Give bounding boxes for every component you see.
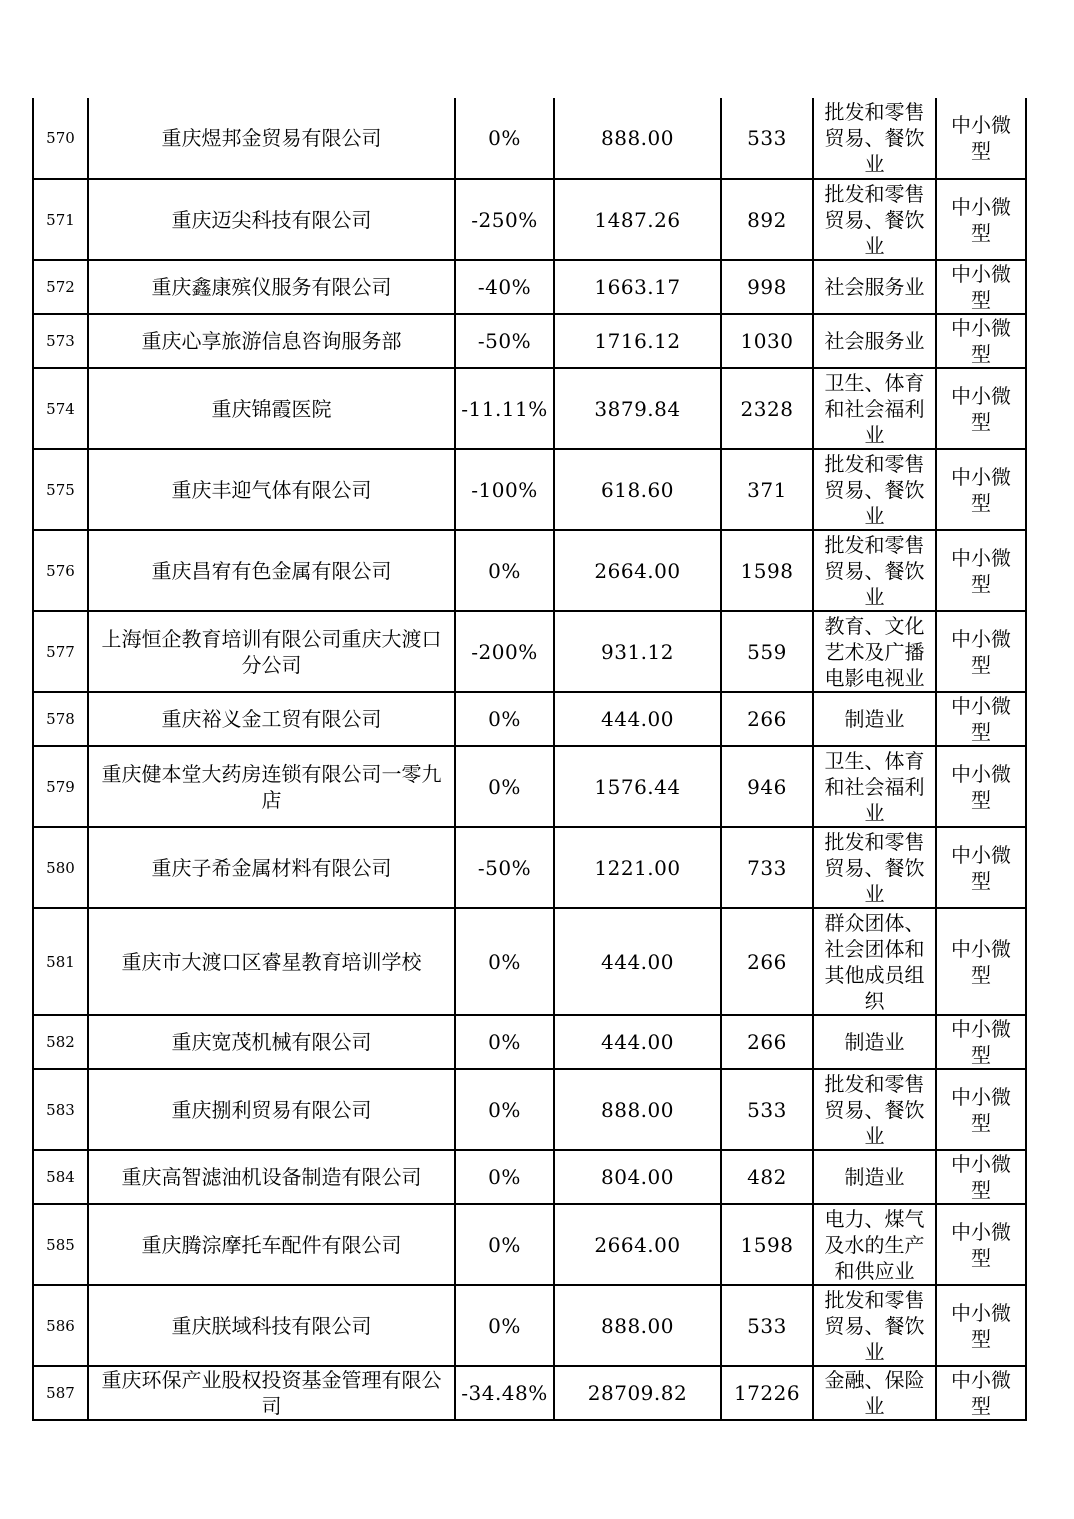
company-name-cell: 重庆迈尖科技有限公司: [88, 179, 455, 260]
row-number-cell: 575: [33, 449, 88, 530]
company-name-cell: 重庆鑫康殡仪服务有限公司: [88, 260, 455, 314]
table-body: [33, 98, 1026, 1420]
change-rate-cell: -40%: [455, 260, 554, 314]
table-row: [33, 1204, 1026, 1285]
table-row: [33, 314, 1026, 368]
enterprise-size-cell: 中小微型: [936, 314, 1026, 368]
change-rate-cell: 0%: [455, 692, 554, 746]
row-number-cell: 581: [33, 908, 88, 1015]
company-name-cell: 重庆健本堂大药房连锁有限公司一零九店: [88, 746, 455, 827]
industry-cell: 社会服务业: [813, 314, 936, 368]
industry-cell: 电力、煤气及水的生产和供应业: [813, 1204, 936, 1285]
table-row: [33, 746, 1026, 827]
row-number-cell: 585: [33, 1204, 88, 1285]
enterprise-size-cell: 中小微型: [936, 1015, 1026, 1069]
amount-cell: 1576.44: [554, 746, 721, 827]
table-row: [33, 260, 1026, 314]
company-name-cell: 上海恒企教育培训有限公司重庆大渡口分公司: [88, 611, 455, 692]
enterprise-size-cell: 中小微型: [936, 1366, 1026, 1420]
enterprise-size-cell: 中小微型: [936, 1069, 1026, 1150]
change-rate-cell: -50%: [455, 827, 554, 908]
row-number-cell: 577: [33, 611, 88, 692]
company-name-cell: 重庆环保产业股权投资基金管理有限公司: [88, 1366, 455, 1420]
table-row: [33, 1015, 1026, 1069]
industry-cell: 教育、文化艺术及广播电影电视业: [813, 611, 936, 692]
table-row: [33, 1069, 1026, 1150]
company-name-cell: 重庆裕义金工贸有限公司: [88, 692, 455, 746]
value-cell: 266: [721, 692, 813, 746]
value-cell: 533: [721, 98, 813, 179]
change-rate-cell: 0%: [455, 98, 554, 179]
company-name-cell: 重庆市大渡口区睿星教育培训学校: [88, 908, 455, 1015]
company-name-cell: 重庆朕域科技有限公司: [88, 1285, 455, 1366]
enterprise-size-cell: 中小微型: [936, 746, 1026, 827]
table-row: [33, 530, 1026, 611]
amount-cell: 2664.00: [554, 530, 721, 611]
row-number-cell: 573: [33, 314, 88, 368]
industry-cell: 批发和零售贸易、餐饮业: [813, 179, 936, 260]
value-cell: 892: [721, 179, 813, 260]
amount-cell: 1487.26: [554, 179, 721, 260]
company-name-cell: 重庆煜邦金贸易有限公司: [88, 98, 455, 179]
change-rate-cell: -100%: [455, 449, 554, 530]
company-name-cell: 重庆高智滤油机设备制造有限公司: [88, 1150, 455, 1204]
table-row: [33, 908, 1026, 1015]
row-number-cell: 580: [33, 827, 88, 908]
row-number-cell: 574: [33, 368, 88, 449]
row-number-cell: 570: [33, 98, 88, 179]
change-rate-cell: -11.11%: [455, 368, 554, 449]
enterprise-size-cell: 中小微型: [936, 530, 1026, 611]
row-number-cell: 583: [33, 1069, 88, 1150]
table-row: [33, 1150, 1026, 1204]
industry-cell: 制造业: [813, 1015, 936, 1069]
table-row: [33, 1285, 1026, 1366]
enterprise-size-cell: 中小微型: [936, 260, 1026, 314]
row-number-cell: 579: [33, 746, 88, 827]
enterprise-size-cell: 中小微型: [936, 179, 1026, 260]
industry-cell: 批发和零售贸易、餐饮业: [813, 449, 936, 530]
change-rate-cell: 0%: [455, 746, 554, 827]
table-row: [33, 368, 1026, 449]
company-name-cell: 重庆丰迎气体有限公司: [88, 449, 455, 530]
change-rate-cell: 0%: [455, 1069, 554, 1150]
industry-cell: 批发和零售贸易、餐饮业: [813, 98, 936, 179]
change-rate-cell: 0%: [455, 1204, 554, 1285]
enterprise-size-cell: 中小微型: [936, 692, 1026, 746]
industry-cell: 制造业: [813, 692, 936, 746]
value-cell: 533: [721, 1069, 813, 1150]
table-row: [33, 692, 1026, 746]
value-cell: 1030: [721, 314, 813, 368]
value-cell: 1598: [721, 1204, 813, 1285]
value-cell: 998: [721, 260, 813, 314]
change-rate-cell: 0%: [455, 1150, 554, 1204]
amount-cell: 888.00: [554, 1285, 721, 1366]
row-number-cell: 571: [33, 179, 88, 260]
amount-cell: 1663.17: [554, 260, 721, 314]
company-name-cell: 重庆锦霞医院: [88, 368, 455, 449]
enterprise-table: [32, 98, 1027, 1421]
value-cell: 17226: [721, 1366, 813, 1420]
enterprise-size-cell: 中小微型: [936, 827, 1026, 908]
industry-cell: 金融、保险业: [813, 1366, 936, 1420]
row-number-cell: 582: [33, 1015, 88, 1069]
change-rate-cell: 0%: [455, 1285, 554, 1366]
table-row: [33, 449, 1026, 530]
industry-cell: 卫生、体育和社会福利业: [813, 746, 936, 827]
row-number-cell: 587: [33, 1366, 88, 1420]
enterprise-size-cell: 中小微型: [936, 1204, 1026, 1285]
enterprise-size-cell: 中小微型: [936, 1285, 1026, 1366]
row-number-cell: 584: [33, 1150, 88, 1204]
change-rate-cell: -34.48%: [455, 1366, 554, 1420]
amount-cell: 2664.00: [554, 1204, 721, 1285]
enterprise-size-cell: 中小微型: [936, 908, 1026, 1015]
value-cell: 946: [721, 746, 813, 827]
company-name-cell: 重庆宽茂机械有限公司: [88, 1015, 455, 1069]
table-row: [33, 827, 1026, 908]
enterprise-size-cell: 中小微型: [936, 611, 1026, 692]
row-number-cell: 576: [33, 530, 88, 611]
change-rate-cell: -50%: [455, 314, 554, 368]
amount-cell: 444.00: [554, 692, 721, 746]
table-row: [33, 179, 1026, 260]
industry-cell: 批发和零售贸易、餐饮业: [813, 1285, 936, 1366]
row-number-cell: 578: [33, 692, 88, 746]
company-name-cell: 重庆昌宥有色金属有限公司: [88, 530, 455, 611]
value-cell: 559: [721, 611, 813, 692]
change-rate-cell: 0%: [455, 530, 554, 611]
table-row: [33, 611, 1026, 692]
amount-cell: 888.00: [554, 98, 721, 179]
amount-cell: 804.00: [554, 1150, 721, 1204]
row-number-cell: 572: [33, 260, 88, 314]
industry-cell: 批发和零售贸易、餐饮业: [813, 827, 936, 908]
industry-cell: 批发和零售贸易、餐饮业: [813, 1069, 936, 1150]
value-cell: 2328: [721, 368, 813, 449]
enterprise-size-cell: 中小微型: [936, 368, 1026, 449]
enterprise-size-cell: 中小微型: [936, 449, 1026, 530]
table-row: [33, 98, 1026, 179]
change-rate-cell: -250%: [455, 179, 554, 260]
table-row: [33, 1366, 1026, 1420]
industry-cell: 卫生、体育和社会福利业: [813, 368, 936, 449]
amount-cell: 618.60: [554, 449, 721, 530]
value-cell: 533: [721, 1285, 813, 1366]
company-name-cell: 重庆心享旅游信息咨询服务部: [88, 314, 455, 368]
industry-cell: 群众团体、社会团体和其他成员组织: [813, 908, 936, 1015]
value-cell: 266: [721, 1015, 813, 1069]
value-cell: 266: [721, 908, 813, 1015]
amount-cell: 1221.00: [554, 827, 721, 908]
industry-cell: 批发和零售贸易、餐饮业: [813, 530, 936, 611]
value-cell: 733: [721, 827, 813, 908]
amount-cell: 888.00: [554, 1069, 721, 1150]
value-cell: 482: [721, 1150, 813, 1204]
company-name-cell: 重庆捌利贸易有限公司: [88, 1069, 455, 1150]
value-cell: 371: [721, 449, 813, 530]
amount-cell: 931.12: [554, 611, 721, 692]
industry-cell: 社会服务业: [813, 260, 936, 314]
industry-cell: 制造业: [813, 1150, 936, 1204]
row-number-cell: 586: [33, 1285, 88, 1366]
amount-cell: 444.00: [554, 908, 721, 1015]
change-rate-cell: 0%: [455, 1015, 554, 1069]
amount-cell: 28709.82: [554, 1366, 721, 1420]
amount-cell: 1716.12: [554, 314, 721, 368]
company-name-cell: 重庆子希金属材料有限公司: [88, 827, 455, 908]
amount-cell: 444.00: [554, 1015, 721, 1069]
company-name-cell: 重庆腾淙摩托车配件有限公司: [88, 1204, 455, 1285]
change-rate-cell: -200%: [455, 611, 554, 692]
enterprise-size-cell: 中小微型: [936, 98, 1026, 179]
value-cell: 1598: [721, 530, 813, 611]
enterprise-size-cell: 中小微型: [936, 1150, 1026, 1204]
amount-cell: 3879.84: [554, 368, 721, 449]
change-rate-cell: 0%: [455, 908, 554, 1015]
